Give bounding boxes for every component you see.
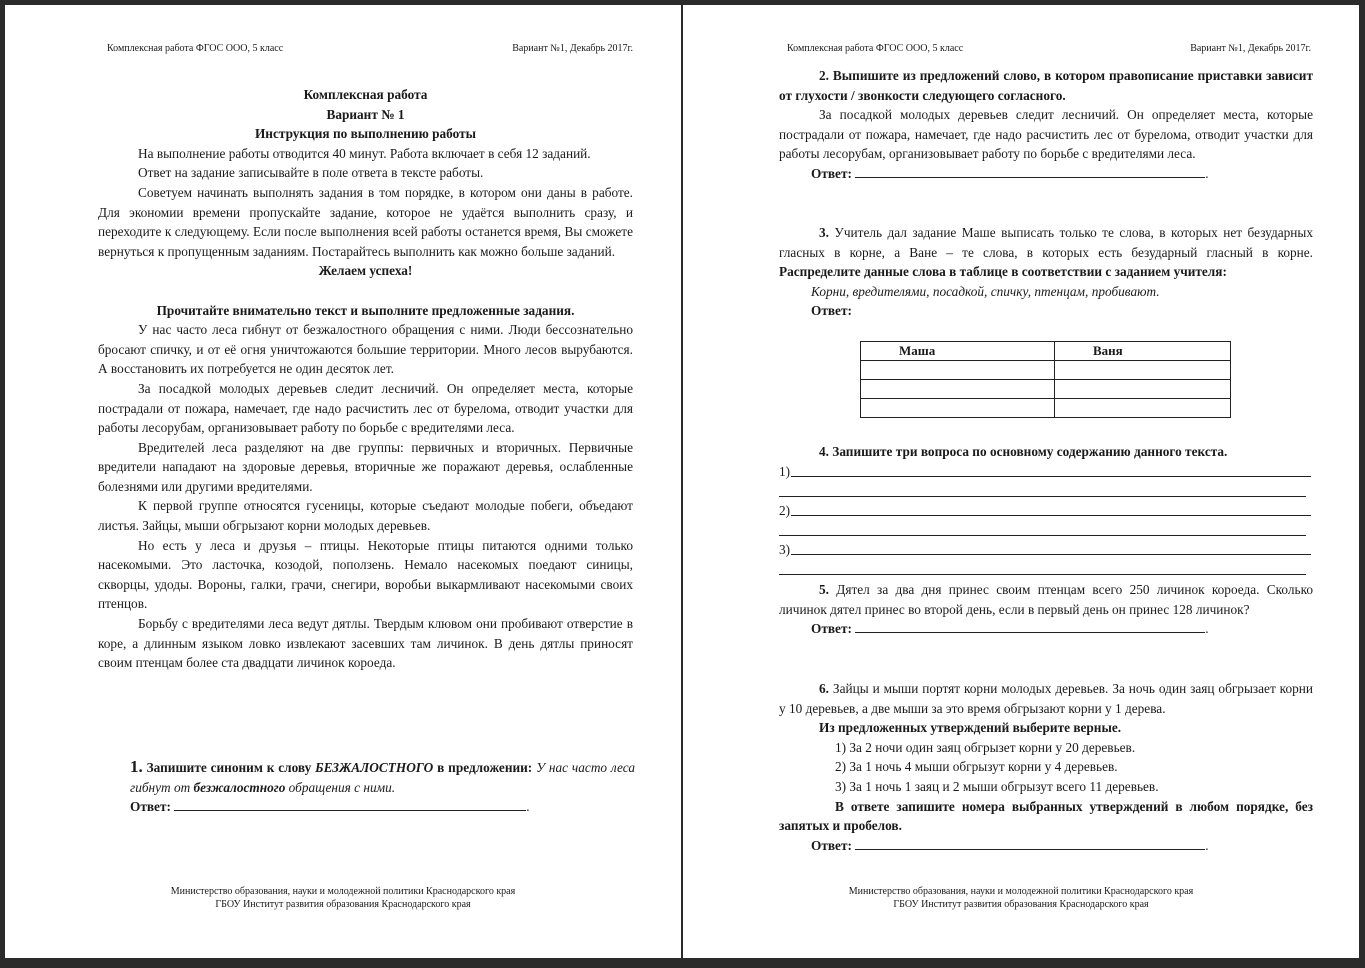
title-instruction: Инструкция по выполнению работы: [254, 126, 477, 142]
q3-words: Корни, вредителями, посадкой, спичку, птенцам, пробивают.: [811, 283, 1160, 299]
header-right: Вариант №1, Декабрь 2017г.: [512, 43, 633, 54]
text-para-1: У нас часто леса гибнут от безжалостного обращения с ними. Люди бессознательно бросают спичку, и от её огня уничтожаются большие территории. Много лесов вырубаются. А восстановить их потребуется не один десяток лет.: [98, 322, 633, 377]
q5-number: 5.: [819, 582, 829, 597]
wish-text: Желаем успеха!: [318, 263, 413, 279]
question-4: [779, 442, 1313, 462]
q2-answer-field[interactable]: [855, 164, 1205, 178]
q6-option-3: 3) За 1 ночь 1 заяц и 2 мыши обгрызут всего 11 деревьев.: [835, 778, 1159, 794]
q1-number: 1.: [130, 757, 143, 776]
q2-answer: Ответ: .: [811, 165, 1209, 181]
q6-option-1: 1) За 2 ночи один заяц обгрызет корни у 20 деревьев.: [835, 739, 1136, 755]
left-content: [98, 85, 633, 673]
q4-title: 4. Запишите три вопроса по основному содержанию данного текста.: [819, 444, 1228, 459]
q4-line-3b[interactable]: [779, 574, 1306, 575]
q4-line-3[interactable]: [791, 554, 1311, 555]
table-header-vanya: Ваня: [1055, 342, 1231, 361]
q5-answer-field[interactable]: [855, 619, 1205, 633]
question-3: 3. Учитель дал задание Маше выписать только те слова, в которых нет безударных гласных в корне, а Ване – те слова, в которых есть безударный гласный в корне. Распределите данные слова в таблице в соответствии с заданием учителя: Корни, вредителями, посадкой, спичку, птенцам, пробивают. Ответ:: [779, 223, 1313, 321]
table-cell[interactable]: [861, 380, 1055, 399]
header-left: Комплексная работа ФГОС ООО, 5 класс: [107, 43, 284, 54]
header-right: Вариант №1, Декабрь 2017г.: [1190, 43, 1311, 54]
page-left: [5, 5, 681, 958]
q1-answer-label: Ответ:: [130, 799, 171, 814]
q6-answer: Ответ: .: [811, 837, 1209, 853]
q2-text: За посадкой молодых деревьев следит лесничий. Он определяет места, которые пострадали от пожара, намечает, где надо расчистить лес от бурелома, отводит участки для работы лесорубам, организовывает работу по борьбе с вредителями леса.: [779, 107, 1313, 162]
table-cell[interactable]: [861, 399, 1055, 418]
table-cell[interactable]: [1055, 361, 1231, 380]
read-task: Прочитайте внимательно текст и выполните предложенные задания.: [156, 302, 575, 318]
table-cell[interactable]: [1055, 380, 1231, 399]
q4-line-1b[interactable]: [779, 496, 1306, 497]
table-cell[interactable]: [861, 361, 1055, 380]
text-para-3: Вредителей леса разделяют на две группы: первичных и вторичных. Первичные вредители нападают на здоровые деревья, вторичные же поражают деревья, ослабленные болезнями или другими вредителями.: [98, 439, 633, 494]
q6-instruction: В ответе запишите номера выбранных утверждений в любом порядке, без запятых и пробелов.: [779, 798, 1313, 834]
text-para-2: За посадкой молодых деревьев следит лесничий. Он определяет места, которые пострадали от пожара, намечает, где надо расчистить лес от бурелома, отводит участки для работы лесорубам, организовывает работу по борьбе с вредителями леса.: [98, 380, 633, 436]
question-1: 1. Запишите синоним к слову БЕЗЖАЛОСТНОГО в предложении: У нас часто леса гибнут от безжалостного обращения с ними.: [130, 757, 635, 795]
q6-number: 6.: [819, 681, 829, 696]
instruction-1: На выполнение работы отводится 40 минут. Работа включает в себя 12 заданий.: [138, 145, 591, 161]
text-para-5: Но есть у леса и друзья – птицы. Некоторые птицы питаются одними только насекомыми. Это ласточка, козодой, поползень. Немало насекомых поедают синицы, скворцы, удоды. Вороны, галки, грачи, снегири, воробьи выкармливают насекомыми своих птенцов.: [98, 537, 633, 612]
q4-line-1-label: 1): [779, 464, 791, 479]
q6-answer-field[interactable]: [855, 836, 1205, 850]
text-para-4: К первой группе относятся гусеницы, которые съедают молодые побеги, объедают листья. Зайцы, мыши обгрызают корни молодых деревьев.: [98, 498, 633, 534]
q4-line-3-label: 3): [779, 542, 791, 557]
title-variant: Вариант № 1: [326, 106, 405, 122]
q4-line-2b[interactable]: [779, 535, 1306, 536]
q3-table: [860, 341, 1231, 418]
header-left: Комплексная работа ФГОС ООО, 5 класс: [787, 43, 964, 54]
text-para-6: Борьбу с вредителями леса ведут дятлы. Твердым клювом они пробивают отверстие в коре, а длинным языком ловко извлекают засевших там личинок. В день дятлы приносят своим птенцам более ста двадцати личинок короеда.: [98, 616, 633, 671]
title-main: Комплексная работа: [303, 87, 428, 102]
instruction-2: Ответ на задание записывайте в поле ответа в тексте работы.: [138, 165, 484, 181]
q5-answer: Ответ: .: [811, 621, 1209, 637]
footer-right: Министерство образования, науки и молодежной политики Краснодарского края ГБОУ Институт развития образования Краснодарского края: [848, 886, 1194, 910]
q4-line-2-label: 2): [779, 503, 791, 518]
question-2: [779, 66, 1313, 184]
page-right: [683, 5, 1359, 958]
q1-word: БЕЗЖАЛОСТНОГО: [315, 760, 434, 775]
q4-line-2[interactable]: [791, 515, 1311, 516]
instruction-3: Советуем начинать выполнять задания в том порядке, в котором они даны в работе. Для экономии времени пропускайте задание, которое не удаётся выполнить сразу, и переходите к следующему. Если после выполнения всей работы останется время, Вы сможете вернуться к пропущенным заданиям. Постарайтесь выполнить как можно больше заданий.: [98, 184, 633, 259]
q6-choose: Из предложенных утверждений выберите верные.: [819, 720, 1122, 736]
footer-left: Министерство образования, науки и молодежной политики Краснодарского края ГБОУ Институт развития образования Краснодарского края: [170, 886, 516, 910]
q1-answer: Ответ: .: [130, 799, 530, 814]
q3-answer-label: Ответ:: [811, 303, 852, 319]
q3-number: 3.: [819, 225, 829, 240]
table-cell[interactable]: [1055, 399, 1231, 418]
question-5: 5. Дятел за два дня принес своим птенцам всего 250 личинок короеда. Сколько личинок дятел принес во второй день, если в первый день он принес 128 личинок? Ответ: .: [779, 580, 1313, 639]
q2-title: 2. Выпишите из предложений слово, в котором правописание приставки зависит от глухости / звонкости следующего согласного.: [779, 68, 1313, 103]
q6-option-2: 2) За 1 ночь 4 мыши обгрызут корни у 4 деревьев.: [835, 759, 1118, 775]
q4-line-1[interactable]: [791, 476, 1311, 477]
question-6: 6. Зайцы и мыши портят корни молодых деревьев. За ночь один заяц обгрызает корни у 10 деревьев, а две мыши за это время обгрызают корни у 1 дерева. Из предложенных утверждений выберите верные. 1) За 2 ночи один заяц обгрызет корни у 20 деревьев. 2) За 1 ночь 4 мыши обгрызут корни у 4 деревьев. 3) За 1 ночь 1 заяц и 2 мыши обгрызут всего 11 деревьев. В ответе запишите номера выбранных утверждений в любом порядке, без запятых и пробелов. Ответ: .: [779, 679, 1313, 855]
table-header-masha: Маша: [861, 342, 1055, 361]
q1-answer-field[interactable]: [174, 797, 526, 811]
